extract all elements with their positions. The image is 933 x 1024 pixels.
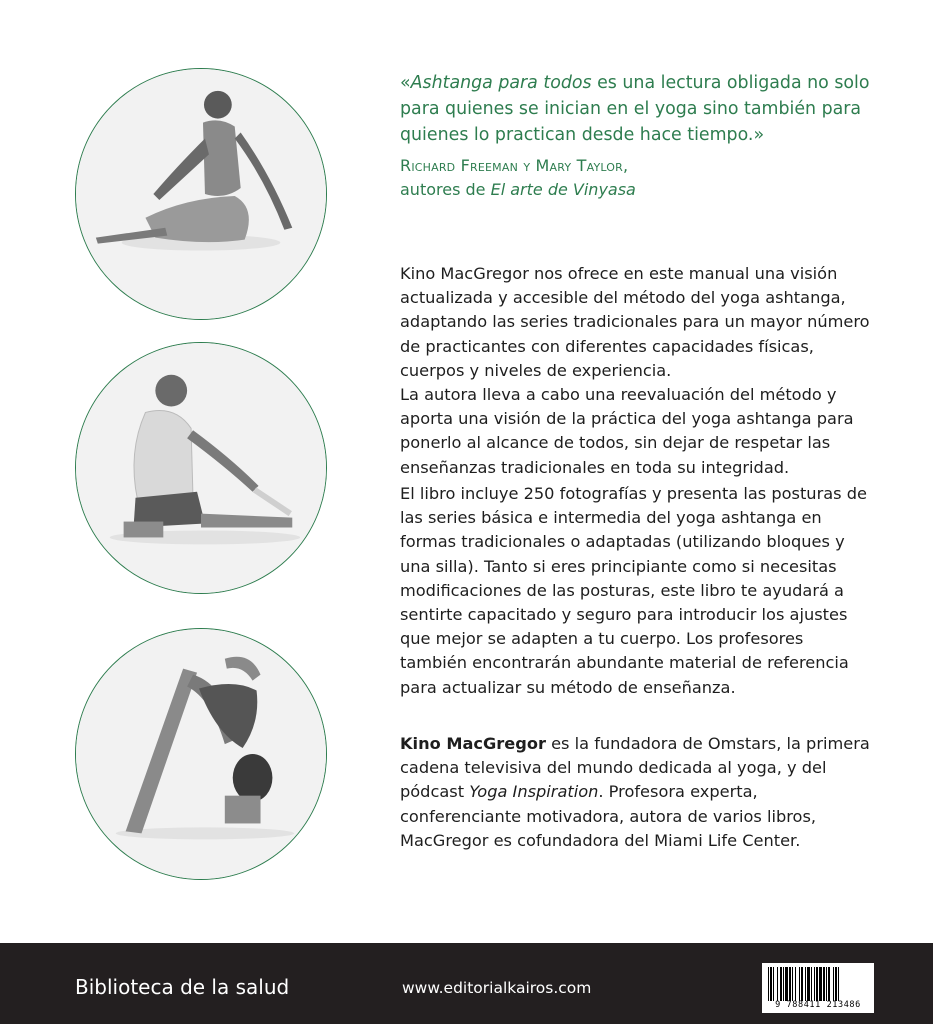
- paragraph-text: Kino MacGregor nos ofrece en este manual una visión actualizada y accesible del método del yoga ashtanga, adaptando las series tradicionales para un mayor número de practicantes con diferentes capacidades físicas, cuerpos y niveles de experiencia.: [400, 264, 870, 380]
- barcode-bar: [833, 967, 834, 1001]
- bio-podcast-name: Yoga Inspiration: [469, 782, 599, 802]
- barcode-bar: [838, 967, 839, 1001]
- bio-text-1: es la fundadora de Omstars, la primera cadena televisiva del mundo dedicada al yoga, y del pódcast: [400, 734, 870, 802]
- description-paragraph-2: [400, 383, 870, 480]
- barcode-bar: [773, 967, 774, 1001]
- collection-name: Biblioteca de la salud: [75, 975, 290, 999]
- quote-author-names: Richard Freeman y Mary Taylor,: [400, 156, 629, 175]
- quote-text: [400, 70, 870, 148]
- paragraph-text: La autora lleva a cabo una reevaluación del método y aporta una visión de la práctica del yoga ashtanga para ponerlo al alcance de todos, sin dejar de respetar las enseñanzas tradicionales en toda su integridad.: [400, 385, 854, 477]
- description-paragraph-1: [400, 262, 870, 383]
- barcode-bar: [785, 967, 788, 1001]
- barcode-bar: [792, 967, 793, 1001]
- barcode-bar: [777, 967, 778, 1001]
- barcode-bar: [768, 967, 769, 1001]
- barcode-bar: [807, 967, 810, 1001]
- author-bio: [400, 732, 870, 853]
- publisher-website: www.editorialkairos.com: [402, 979, 592, 997]
- quote-body: es una lectura obligada no solo para quienes se inician en el yoga sino también para quienes lo practican desde hace tiempo.»: [400, 73, 870, 145]
- bio-text-2: . Profesora experta, conferenciante motivadora, autora de varios libros, MacGregor es cofundadora del Miami Life Center.: [400, 782, 817, 850]
- isbn-digits: 9 788411 213486: [775, 1000, 861, 1010]
- barcode-bar: [819, 967, 822, 1001]
- quote-author-role-prefix: autores de: [400, 180, 491, 199]
- barcode-bar: [783, 967, 784, 1001]
- endorsement-quote: [400, 70, 870, 202]
- description-paragraph-3: [400, 482, 870, 700]
- photo-seated-twist: [75, 68, 327, 320]
- quote-author-role: [400, 178, 870, 202]
- isbn-barcode: [762, 963, 874, 1013]
- barcode-bar: [799, 967, 800, 1001]
- photo-seated-forward-bend: [75, 342, 327, 594]
- barcode-bar: [814, 967, 815, 1001]
- barcode-bar: [823, 967, 825, 1001]
- barcode-bar: [780, 967, 782, 1001]
- barcode-bar: [835, 967, 837, 1001]
- quote-attribution: [400, 154, 870, 202]
- barcode-bar: [789, 967, 791, 1001]
- quote-book-title: Ashtanga para todos: [410, 73, 592, 93]
- barcode-bar: [795, 967, 796, 1001]
- barcode-bar: [826, 967, 827, 1001]
- barcode-bar: [828, 967, 830, 1001]
- quote-author-book: El arte de Vinyasa: [490, 180, 636, 199]
- barcode-bar: [816, 967, 818, 1001]
- bio-author-name: Kino MacGregor: [400, 734, 546, 753]
- barcode-bar: [801, 967, 803, 1001]
- bio-text: [400, 732, 870, 853]
- photo-wide-leg-forward-fold: [75, 628, 327, 880]
- quote-open-mark: «: [400, 73, 411, 93]
- footer-bar: [0, 943, 933, 1024]
- paragraph-text: El libro incluye 250 fotografías y presenta las posturas de las series básica e intermedia del yoga ashtanga en formas tradicionales o adaptadas (utilizando bloques y una silla). Tanto si eres principiante como si necesitas modificaciones de las posturas, este libro te ayudará a sentirte capacitado y seguro para introducir los ajustes que mejor se adapten a tu cuerpo. Los profesores también encontrarán abundante material de referencia para actualizar su método de enseñanza.: [400, 484, 867, 697]
- barcode-bar: [805, 967, 806, 1001]
- barcode-bars: [768, 967, 868, 1001]
- barcode-bar: [770, 967, 772, 1001]
- barcode-bar: [811, 967, 812, 1001]
